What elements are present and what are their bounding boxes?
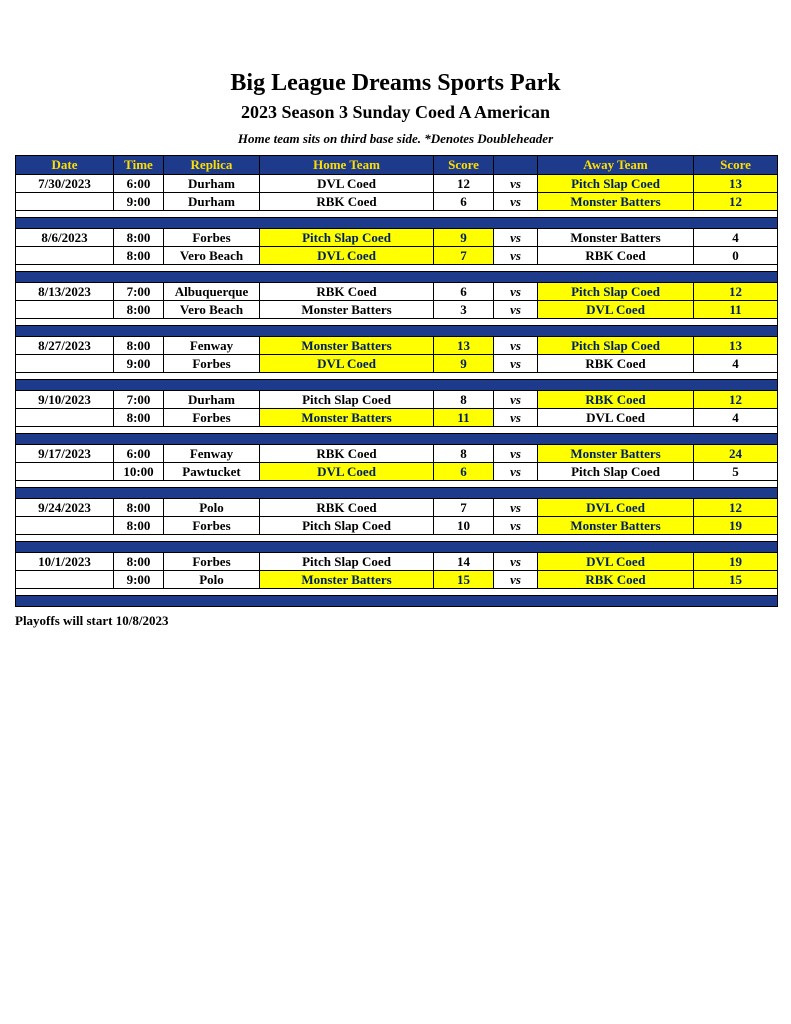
away-score: 15	[694, 571, 778, 589]
game-date	[16, 571, 114, 589]
game-date: 9/10/2023	[16, 391, 114, 409]
group-separator-bar	[16, 380, 778, 391]
away-team: RBK Coed	[538, 247, 694, 265]
playoffs-note: Playoffs will start 10/8/2023	[15, 613, 169, 629]
game-row	[16, 517, 778, 535]
away-score: 13	[694, 175, 778, 193]
home-team: DVL Coed	[260, 463, 434, 481]
game-time: 9:00	[114, 193, 164, 211]
spacer-row	[16, 589, 778, 596]
home-team: Monster Batters	[260, 571, 434, 589]
game-replica: Vero Beach	[164, 301, 260, 319]
game-row	[16, 283, 778, 301]
column-header-replica: Replica	[164, 156, 260, 175]
spacer-row	[16, 319, 778, 326]
away-score: 4	[694, 355, 778, 373]
game-date	[16, 355, 114, 373]
away-team: DVL Coed	[538, 409, 694, 427]
away-team: DVL Coed	[538, 499, 694, 517]
game-date: 8/13/2023	[16, 283, 114, 301]
game-time: 8:00	[114, 499, 164, 517]
game-time: 6:00	[114, 175, 164, 193]
game-time: 7:00	[114, 283, 164, 301]
away-score: 0	[694, 247, 778, 265]
game-time: 8:00	[114, 409, 164, 427]
away-team: RBK Coed	[538, 355, 694, 373]
vs-label: vs	[494, 193, 538, 211]
header-row	[16, 156, 778, 175]
game-replica: Forbes	[164, 229, 260, 247]
game-row	[16, 499, 778, 517]
game-time: 8:00	[114, 229, 164, 247]
group-separator-bar	[16, 542, 778, 553]
column-header-time: Time	[114, 156, 164, 175]
game-row	[16, 553, 778, 571]
game-date	[16, 193, 114, 211]
game-row	[16, 391, 778, 409]
vs-label: vs	[494, 337, 538, 355]
away-team: RBK Coed	[538, 571, 694, 589]
home-team: Monster Batters	[260, 337, 434, 355]
away-score: 11	[694, 301, 778, 319]
vs-label: vs	[494, 355, 538, 373]
game-replica: Albuquerque	[164, 283, 260, 301]
away-team: DVL Coed	[538, 301, 694, 319]
game-time: 7:00	[114, 391, 164, 409]
game-replica: Forbes	[164, 409, 260, 427]
away-score: 5	[694, 463, 778, 481]
game-date: 10/1/2023	[16, 553, 114, 571]
spacer-row	[16, 481, 778, 488]
away-team: Monster Batters	[538, 193, 694, 211]
away-team: Pitch Slap Coed	[538, 283, 694, 301]
away-score: 13	[694, 337, 778, 355]
home-score: 7	[434, 499, 494, 517]
home-team: Pitch Slap Coed	[260, 517, 434, 535]
game-row	[16, 445, 778, 463]
game-date: 8/6/2023	[16, 229, 114, 247]
game-time: 6:00	[114, 445, 164, 463]
game-row	[16, 463, 778, 481]
home-score: 11	[434, 409, 494, 427]
page-subtitle: 2023 Season 3 Sunday Coed A American	[240, 102, 551, 123]
game-date	[16, 463, 114, 481]
home-score: 12	[434, 175, 494, 193]
vs-label: vs	[494, 229, 538, 247]
home-score: 9	[434, 229, 494, 247]
game-time: 8:00	[114, 301, 164, 319]
away-team: Pitch Slap Coed	[538, 463, 694, 481]
spacer-row	[16, 535, 778, 542]
away-team: Monster Batters	[538, 229, 694, 247]
home-team: RBK Coed	[260, 445, 434, 463]
home-team: RBK Coed	[260, 499, 434, 517]
vs-label: vs	[494, 391, 538, 409]
game-date	[16, 301, 114, 319]
game-replica: Forbes	[164, 355, 260, 373]
home-score: 6	[434, 283, 494, 301]
away-score: 12	[694, 193, 778, 211]
game-time: 9:00	[114, 571, 164, 589]
game-row	[16, 409, 778, 427]
away-score: 12	[694, 283, 778, 301]
away-team: DVL Coed	[538, 553, 694, 571]
home-score: 3	[434, 301, 494, 319]
home-score: 6	[434, 193, 494, 211]
home-score: 7	[434, 247, 494, 265]
game-row	[16, 355, 778, 373]
group-separator-bar	[16, 434, 778, 445]
game-date: 9/24/2023	[16, 499, 114, 517]
away-team: Pitch Slap Coed	[538, 175, 694, 193]
group-separator-bar	[16, 218, 778, 229]
away-team: RBK Coed	[538, 391, 694, 409]
home-team: DVL Coed	[260, 175, 434, 193]
column-header-home-score: Score	[434, 156, 494, 175]
game-replica: Durham	[164, 391, 260, 409]
column-header-away-score: Score	[694, 156, 778, 175]
spacer-row	[16, 427, 778, 434]
game-date: 9/17/2023	[16, 445, 114, 463]
vs-label: vs	[494, 301, 538, 319]
home-score: 6	[434, 463, 494, 481]
home-team: Monster Batters	[260, 301, 434, 319]
home-score: 13	[434, 337, 494, 355]
vs-label: vs	[494, 247, 538, 265]
game-time: 8:00	[114, 553, 164, 571]
game-date	[16, 247, 114, 265]
vs-label: vs	[494, 409, 538, 427]
game-row	[16, 571, 778, 589]
game-time: 8:00	[114, 337, 164, 355]
away-score: 19	[694, 553, 778, 571]
vs-label: vs	[494, 517, 538, 535]
away-score: 4	[694, 229, 778, 247]
game-replica: Durham	[164, 175, 260, 193]
game-date: 8/27/2023	[16, 337, 114, 355]
group-separator-bar	[16, 596, 778, 607]
game-replica: Pawtucket	[164, 463, 260, 481]
home-team: DVL Coed	[260, 247, 434, 265]
game-row	[16, 229, 778, 247]
game-replica: Vero Beach	[164, 247, 260, 265]
away-team: Monster Batters	[538, 445, 694, 463]
spacer-row	[16, 211, 778, 218]
vs-label: vs	[494, 445, 538, 463]
home-team: RBK Coed	[260, 283, 434, 301]
home-score: 8	[434, 445, 494, 463]
page-note: Home team sits on third base side. *Denotes Doubleheader	[237, 131, 554, 147]
game-time: 9:00	[114, 355, 164, 373]
game-date	[16, 409, 114, 427]
vs-label: vs	[494, 463, 538, 481]
column-header-vs	[494, 156, 538, 175]
away-score: 4	[694, 409, 778, 427]
home-team: Monster Batters	[260, 409, 434, 427]
spacer-row	[16, 265, 778, 272]
vs-label: vs	[494, 553, 538, 571]
game-replica: Durham	[164, 193, 260, 211]
vs-label: vs	[494, 499, 538, 517]
schedule-body	[16, 175, 778, 607]
home-score: 10	[434, 517, 494, 535]
game-date	[16, 517, 114, 535]
group-separator-bar	[16, 272, 778, 283]
column-header-date: Date	[16, 156, 114, 175]
game-replica: Polo	[164, 571, 260, 589]
home-score: 9	[434, 355, 494, 373]
home-team: Pitch Slap Coed	[260, 229, 434, 247]
home-team: DVL Coed	[260, 355, 434, 373]
away-team: Pitch Slap Coed	[538, 337, 694, 355]
game-time: 8:00	[114, 247, 164, 265]
vs-label: vs	[494, 283, 538, 301]
game-row	[16, 301, 778, 319]
schedule-table	[15, 155, 778, 607]
page-title: Big League Dreams Sports Park	[230, 70, 561, 96]
vs-label: vs	[494, 175, 538, 193]
game-replica: Forbes	[164, 517, 260, 535]
home-score: 14	[434, 553, 494, 571]
away-score: 19	[694, 517, 778, 535]
game-row	[16, 175, 778, 193]
column-header-home-team: Home Team	[260, 156, 434, 175]
home-team: Pitch Slap Coed	[260, 553, 434, 571]
home-score: 8	[434, 391, 494, 409]
game-row	[16, 247, 778, 265]
group-separator-bar	[16, 326, 778, 337]
home-score: 15	[434, 571, 494, 589]
home-team: RBK Coed	[260, 193, 434, 211]
game-row	[16, 193, 778, 211]
away-score: 12	[694, 391, 778, 409]
column-header-away-team: Away Team	[538, 156, 694, 175]
game-time: 10:00	[114, 463, 164, 481]
game-replica: Fenway	[164, 445, 260, 463]
away-team: Monster Batters	[538, 517, 694, 535]
game-replica: Polo	[164, 499, 260, 517]
away-score: 12	[694, 499, 778, 517]
away-score: 24	[694, 445, 778, 463]
game-time: 8:00	[114, 517, 164, 535]
game-row	[16, 337, 778, 355]
group-separator-bar	[16, 488, 778, 499]
vs-label: vs	[494, 571, 538, 589]
home-team: Pitch Slap Coed	[260, 391, 434, 409]
spacer-row	[16, 373, 778, 380]
game-replica: Fenway	[164, 337, 260, 355]
game-date: 7/30/2023	[16, 175, 114, 193]
game-replica: Forbes	[164, 553, 260, 571]
